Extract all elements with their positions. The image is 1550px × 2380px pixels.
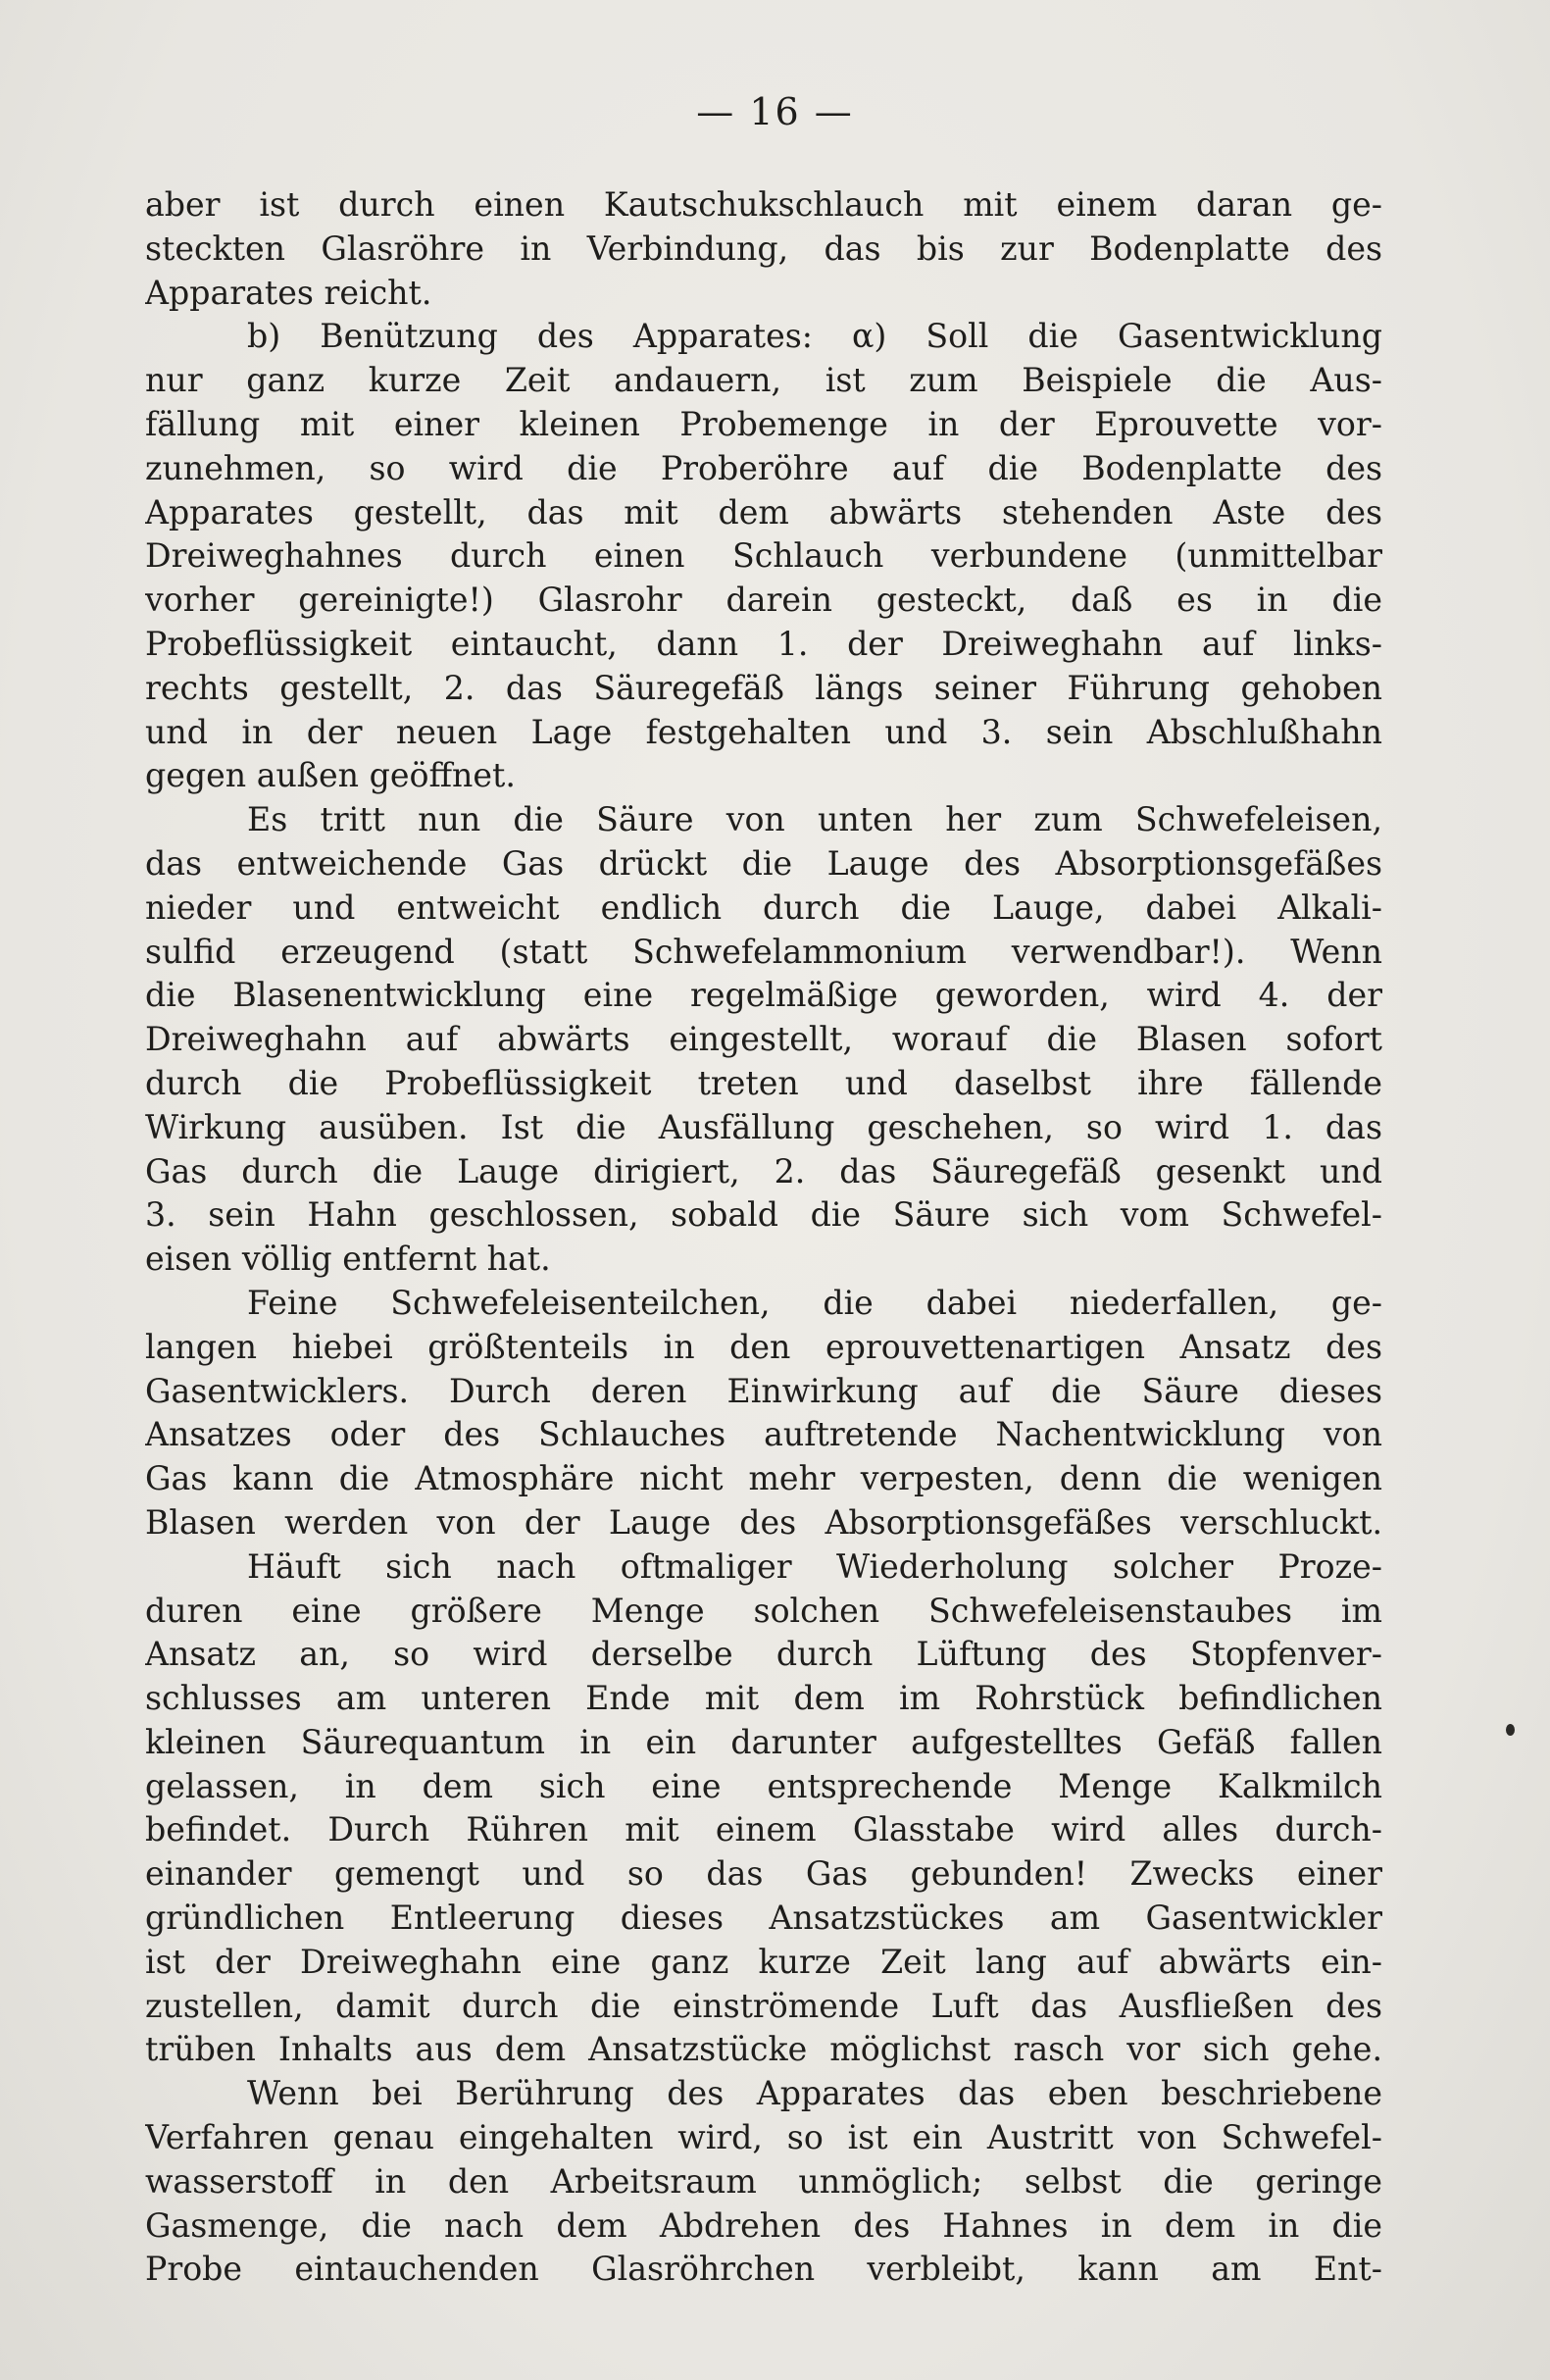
- ink-speck: [1506, 1724, 1515, 1736]
- text-line: das entweichende Gas drückt die Lauge des Absorptionsgefäßes: [145, 843, 1382, 883]
- text-line: Dreiweghahnes durch einen Schlauch verbundene (unmittelbar: [145, 536, 1382, 576]
- text-line: Dreiweghahn auf abwärts eingestellt, worauf die Blasen sofort: [145, 1020, 1382, 1059]
- text-line: befindet. Durch Rühren mit einem Glasstabe wird alles durch-: [145, 1810, 1382, 1849]
- text-line: Gasmenge, die nach dem Abdrehen des Hahnes in dem in die: [145, 2205, 1382, 2245]
- text-line: duren eine größere Menge solchen Schwefeleisenstaubes im: [145, 1591, 1382, 1630]
- text-line: nieder und entweicht endlich durch die Lauge, dabei Alkali-: [145, 887, 1382, 927]
- text-line: Ansatzes oder des Schlauches auftretende Nachentwicklung von: [145, 1415, 1382, 1454]
- paragraph-start-line: Häuft sich nach oftmaliger Wiederholung solcher Proze-: [247, 1546, 1382, 1586]
- text-line: Wirkung ausüben. Ist die Ausfällung geschehen, so wird 1. das: [145, 1107, 1382, 1146]
- text-line: fällung mit einer kleinen Probemenge in der Eprouvette vor-: [145, 404, 1382, 443]
- text-line: sulfid erzeugend (statt Schwefelammonium verwendbar!). Wenn: [145, 932, 1382, 971]
- text-line: schlusses am unteren Ende mit dem im Rohrstück befindlichen: [145, 1679, 1382, 1718]
- text-line: Apparates gestellt, das mit dem abwärts stehenden Aste des: [145, 492, 1382, 532]
- text-line: Gas durch die Lauge dirigiert, 2. das Säuregefäß gesenkt und: [145, 1151, 1382, 1190]
- text-line: Ansatz an, so wird derselbe durch Lüftung des Stopfenver-: [145, 1635, 1382, 1674]
- text-line: Apparates reicht.: [145, 273, 432, 312]
- page-number: — 16 —: [696, 90, 854, 133]
- text-line: Verfahren genau eingehalten wird, so ist ein Austritt von Schwefel-: [145, 2118, 1382, 2157]
- text-line: Blasen werden von der Lauge des Absorptionsgefäßes verschluckt.: [145, 1502, 1382, 1542]
- text-line: gelassen, in dem sich eine entsprechende Menge Kalkmilch: [145, 1766, 1382, 1805]
- body-text: [145, 183, 1382, 2292]
- text-line: Probe eintauchenden Glasröhrchen verbleibt, kann am Ent-: [145, 2250, 1382, 2289]
- text-line: wasserstoff in den Arbeitsraum unmöglich; selbst die geringe: [145, 2161, 1382, 2201]
- section-heading-line: b) Benützung des Apparates: α) Soll die Gasentwicklung: [247, 317, 1382, 356]
- text-line: zustellen, damit durch die einströmende Luft das Ausfließen des: [145, 1986, 1382, 2025]
- text-line: Gas kann die Atmosphäre nicht mehr verpesten, denn die wenigen: [145, 1459, 1382, 1498]
- text-line: trüben Inhalts aus dem Ansatzstücke möglichst rasch vor sich gehe.: [145, 2030, 1382, 2069]
- text-line: eisen völlig entfernt hat.: [145, 1240, 551, 1279]
- text-line: einander gemengt und so das Gas gebunden! Zwecks einer: [145, 1854, 1382, 1894]
- text-line: zunehmen, so wird die Proberöhre auf die Bodenplatte des: [145, 448, 1382, 487]
- paragraph-start-line: Feine Schwefeleisenteilchen, die dabei niederfallen, ge-: [247, 1283, 1382, 1322]
- text-line: rechts gestellt, 2. das Säuregefäß längs seiner Führung gehoben: [145, 668, 1382, 707]
- text-line: 3. sein Hahn geschlossen, sobald die Säure sich vom Schwefel-: [145, 1195, 1382, 1235]
- text-line: vorher gereinigte!) Glasrohr darein gesteckt, daß es in die: [145, 581, 1382, 620]
- text-line: Probeflüssigkeit eintaucht, dann 1. der Dreiweghahn auf links-: [145, 624, 1382, 663]
- text-line: Gasentwicklers. Durch deren Einwirkung auf die Säure dieses: [145, 1371, 1382, 1410]
- text-line: aber ist durch einen Kautschukschlauch mit einem daran ge-: [145, 185, 1382, 224]
- text-line: gegen außen geöffnet.: [145, 756, 516, 795]
- text-line: ist der Dreiweghahn eine ganz kurze Zeit lang auf abwärts ein-: [145, 1942, 1382, 1981]
- text-line: kleinen Säurequantum in ein darunter aufgestelltes Gefäß fallen: [145, 1722, 1382, 1761]
- text-line: durch die Probeflüssigkeit treten und daselbst ihre fällende: [145, 1063, 1382, 1102]
- paragraph-start-line: Es tritt nun die Säure von unten her zum Schwefeleisen,: [247, 800, 1382, 839]
- text-line: steckten Glasröhre in Verbindung, das bis zur Bodenplatte des: [145, 228, 1382, 268]
- text-line: langen hiebei größtenteils in den eprouvettenartigen Ansatz des: [145, 1327, 1382, 1366]
- text-line: gründlichen Entleerung dieses Ansatzstückes am Gasentwickler: [145, 1899, 1382, 1938]
- text-line: und in der neuen Lage festgehalten und 3. sein Abschlußhahn: [145, 712, 1382, 751]
- text-line: nur ganz kurze Zeit andauern, ist zum Beispiele die Aus-: [145, 361, 1382, 400]
- text-line: die Blasenentwicklung eine regelmäßige geworden, wird 4. der: [145, 976, 1382, 1015]
- paragraph-start-line: Wenn bei Berührung des Apparates das eben beschriebene: [247, 2074, 1382, 2113]
